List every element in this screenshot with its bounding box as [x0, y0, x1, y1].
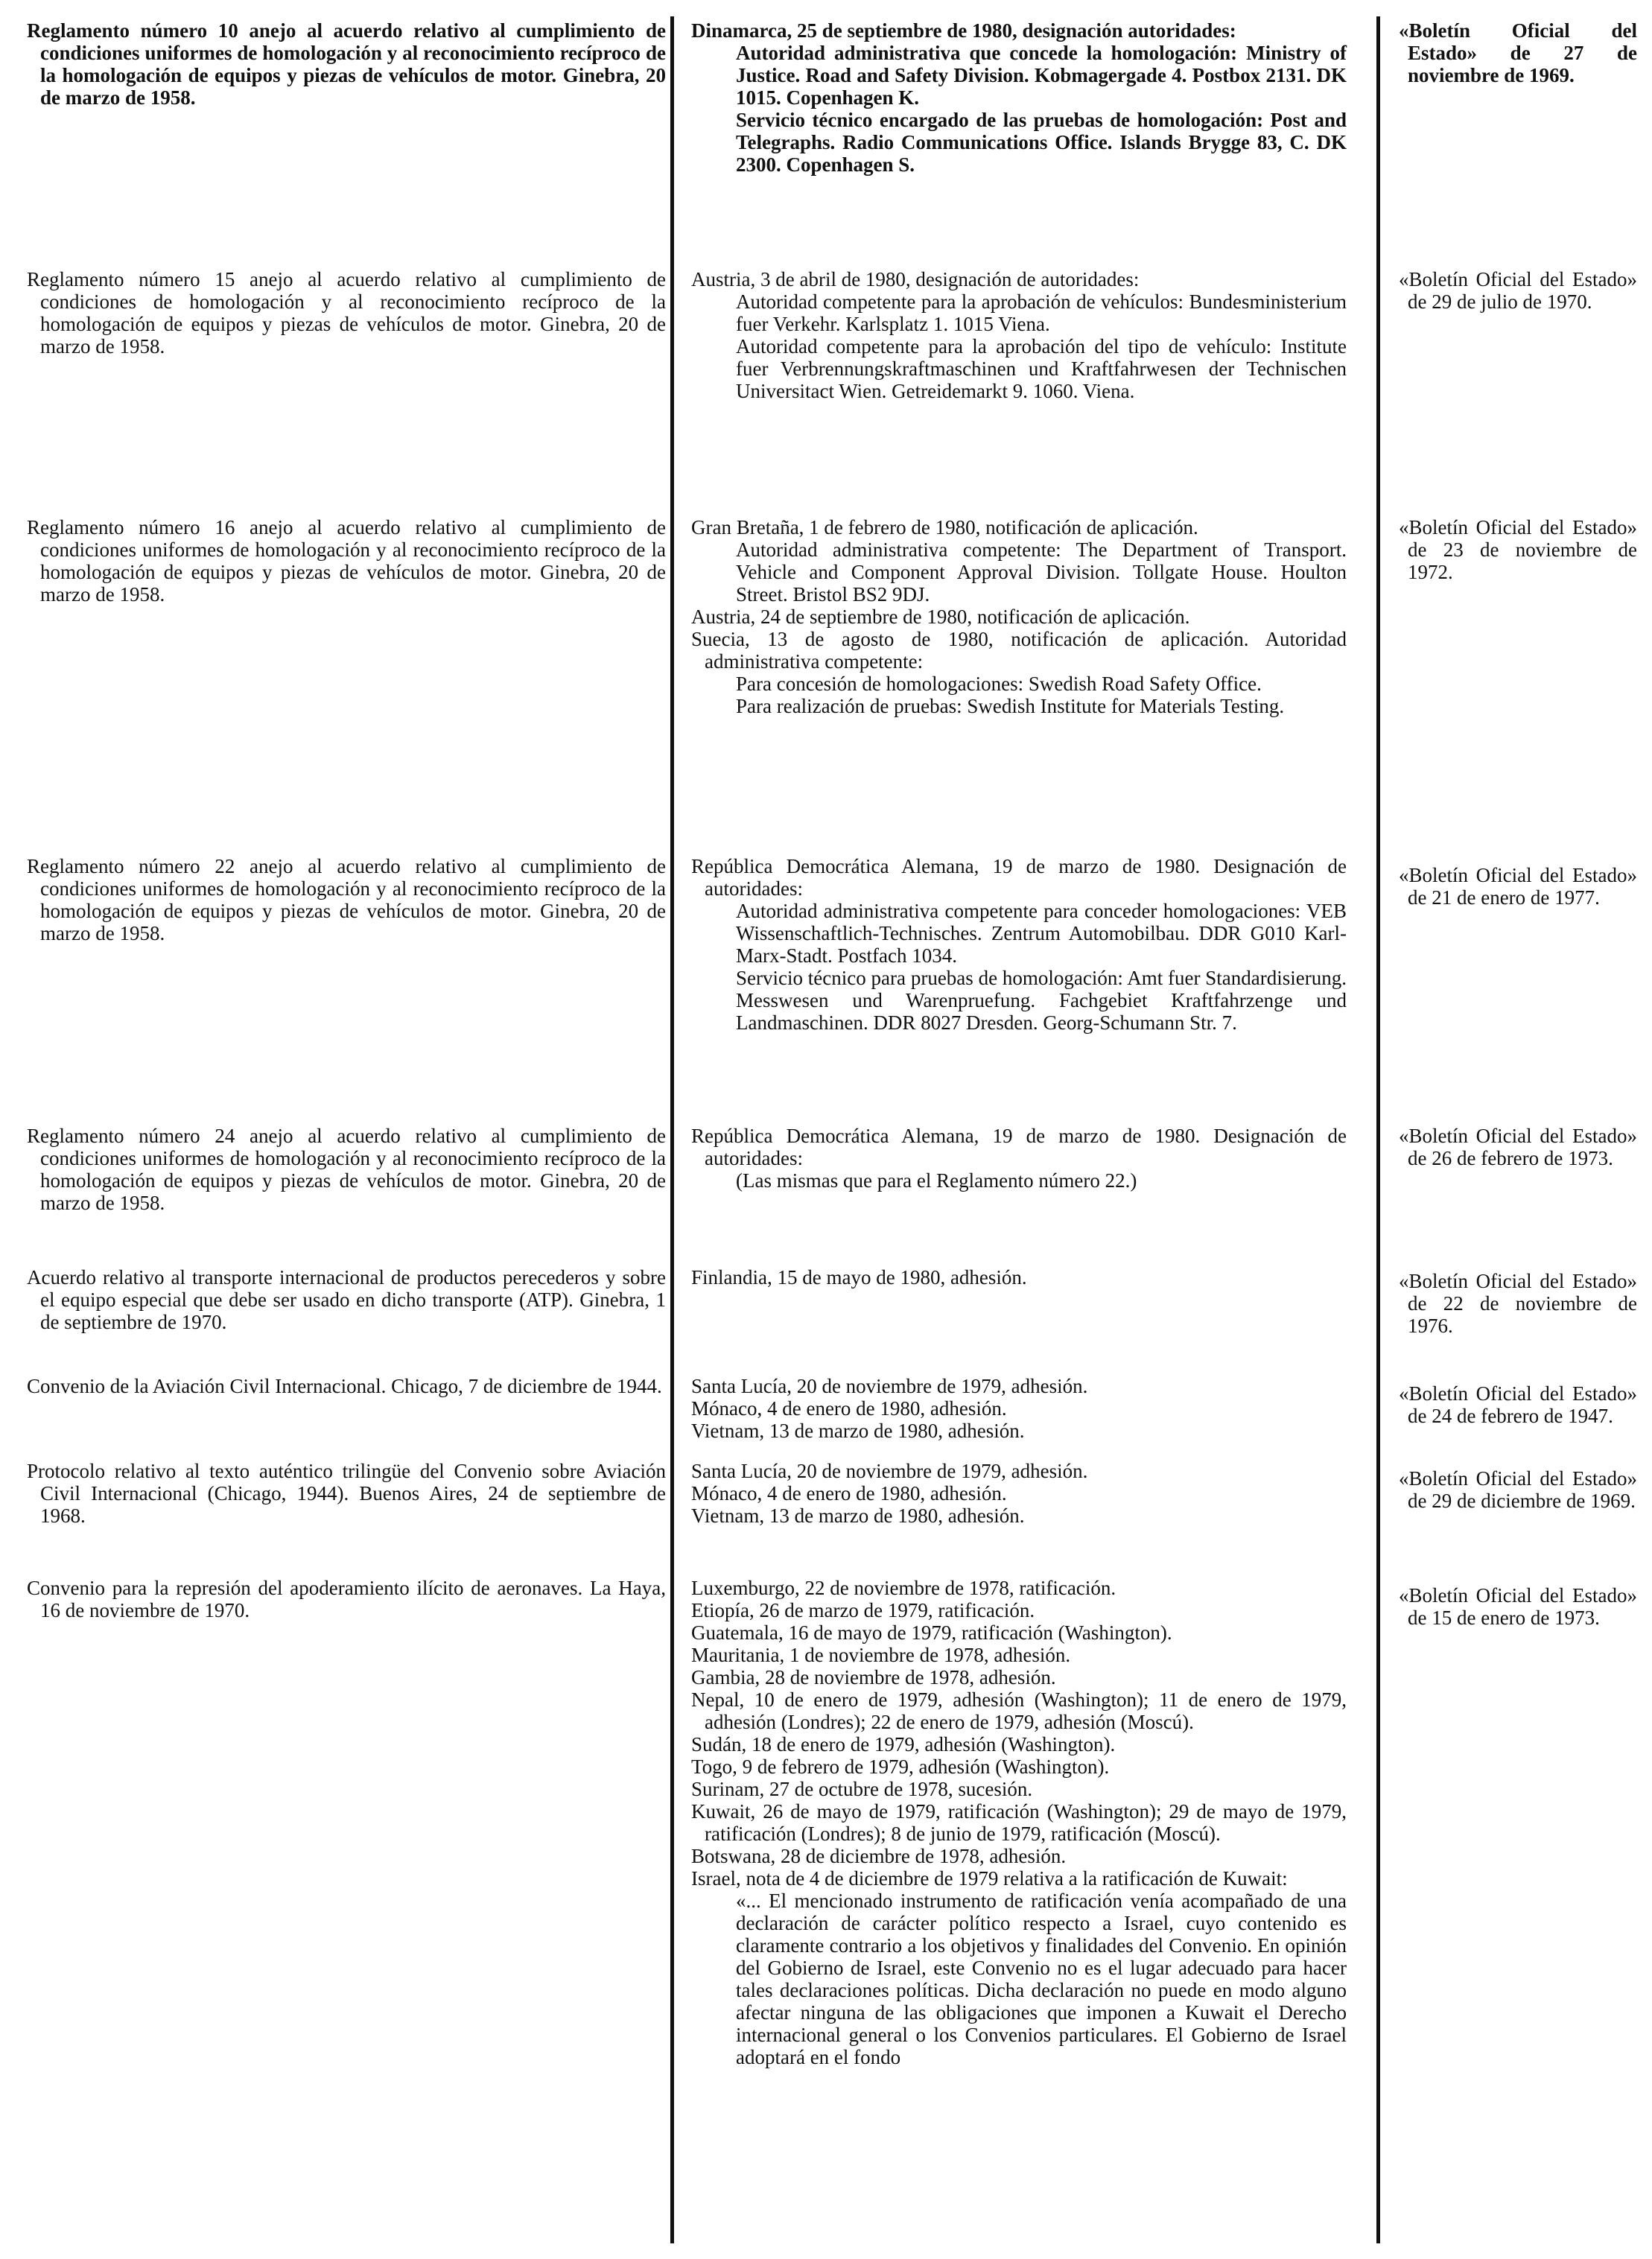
action-line: Santa Lucía, 20 de noviembre de 1979, adhesión.: [691, 1460, 1088, 1482]
action-line: Togo, 9 de febrero de 1979, adhesión (Washington).: [691, 1756, 1110, 1778]
boe-reference: [1399, 864, 1637, 909]
action-line: Guatemala, 16 de mayo de 1979, ratificación (Washington).: [691, 1621, 1172, 1644]
boe-reference: [1399, 516, 1637, 583]
action-line: República Democrática Alemana, 19 de marzo de 1980. Designación de autoridades:: [691, 855, 1347, 900]
treaty-actions: [691, 19, 1347, 176]
action-line: Autoridad competente para la aprobación de vehículos: Bundesministerium fuer Verkehr. Karlsplatz 1. 1015 Viena.: [736, 290, 1347, 335]
quoted-declaration: «... El mencionado instrumento de ratificación venía acompañado de una declaración de carácter político respecto a Israel, cuyo contenido es claramente contrario a los objetivos y finalidades del Convenio. En opinión del Gobierno de Israel, este Convenio no es el lugar adecuado para hacer tales declaraciones políticas. Dicha declaración no puede en modo alguno afectar ninguna de las obligaciones que imponen a Kuwait el Derecho internacional general o los Convenios particulares. El Gobierno de Israel adoptará en el fondo: [736, 1890, 1347, 2068]
treaty-title: [27, 19, 666, 109]
action-line: Botswana, 28 de diciembre de 1978, adhesión.: [691, 1845, 1067, 1867]
treaty-title: [27, 1125, 666, 1214]
action-line: Sudán, 18 de enero de 1979, adhesión (Washington).: [691, 1733, 1116, 1756]
action-line: Vietnam, 13 de marzo de 1980, adhesión.: [691, 1420, 1025, 1442]
treaty-title-text: Protocolo relativo al texto auténtico trilingüe del Convenio sobre Aviación Civil Internacional (Chicago, 1944). Buenos Aires, 24 de septiembre de 1968.: [27, 1460, 666, 1527]
action-line: Israel, nota de 4 de diciembre de 1979 relativa a la ratificación de Kuwait:: [691, 1867, 1288, 1890]
action-line: Austria, 3 de abril de 1980, designación de autoridades:: [691, 268, 1140, 290]
treaty-actions: [691, 855, 1347, 1034]
boe-reference: [1399, 268, 1637, 313]
action-line: (Las mismas que para el Reglamento número 22.): [736, 1169, 1137, 1192]
boe-reference-text: «Boletín Oficial del Estado» de 23 de noviembre de 1972.: [1399, 516, 1637, 583]
treaty-title: [27, 1460, 666, 1527]
action-line: Etiopía, 26 de marzo de 1979, ratificación.: [691, 1599, 1035, 1621]
treaty-title-text: Reglamento número 24 anejo al acuerdo relativo al cumplimiento de condiciones uniformes de homologación y al reconocimiento recíproco de la homologación de equipos y piezas de vehículos de motor. Ginebra, 20 de marzo de 1958.: [27, 1125, 666, 1214]
treaty-actions: [691, 1266, 1347, 1289]
treaty-title: [27, 1266, 666, 1333]
action-line: Gambia, 28 de noviembre de 1978, adhesión.: [691, 1666, 1056, 1688]
action-line: Mauritania, 1 de noviembre de 1978, adhesión.: [691, 1644, 1071, 1666]
column-rule-left: [670, 16, 674, 2243]
column-rule-right: [1376, 16, 1380, 2243]
action-line: Kuwait, 26 de mayo de 1979, ratificación (Washington); 29 de mayo de 1979, ratificación (Londres); 8 de junio de 1979, ratificación (Moscú).: [691, 1800, 1347, 1845]
action-line: Surinam, 27 de octubre de 1978, sucesión.: [691, 1778, 1033, 1800]
boe-reference-text: «Boletín Oficial del Estado» de 24 de febrero de 1947.: [1399, 1382, 1637, 1427]
treaty-title-text: Convenio de la Aviación Civil Internacional. Chicago, 7 de diciembre de 1944.: [27, 1375, 662, 1397]
action-line: Servicio técnico para pruebas de homologación: Amt fuer Standardisierung. Messwesen und Warenpruefung. Fachgebiet Kraftfahrzenge und Landmaschinen. DDR 8027 Dresden. Georg-Schumann Str. 7.: [736, 967, 1347, 1034]
action-line: Luxemburgo, 22 de noviembre de 1978, ratificación.: [691, 1577, 1116, 1599]
treaty-actions: [691, 1577, 1347, 2068]
action-line: Servicio técnico encargado de las pruebas de homologación: Post and Telegraphs. Radio Communications Office. Islands Brygge 83, C. DK 2300. Copenhagen S.: [736, 109, 1347, 176]
boe-reference-text: «Boletín Oficial del Estado» de 21 de enero de 1977.: [1399, 864, 1637, 909]
action-line: Autoridad competente para la aprobación del tipo de vehículo: Institute fuer Verbrennungskraftmaschinen und Kraftfahrwesen der Technischen Universitact Wien. Getreidemarkt 9. 1060. Viena.: [736, 335, 1347, 402]
action-line: Austria, 24 de septiembre de 1980, notificación de aplicación.: [691, 606, 1190, 628]
boe-reference: [1399, 1125, 1637, 1169]
action-line: Mónaco, 4 de enero de 1980, adhesión.: [691, 1482, 1007, 1505]
treaty-title: [27, 268, 666, 358]
treaty-actions: [691, 516, 1347, 717]
boe-reference: [1399, 1467, 1637, 1512]
treaty-title: [27, 1375, 666, 1397]
action-line: Autoridad administrativa competente para conceder homologaciones: VEB Wissenschaftlich-Technisches. Zentrum Automobilbau. DDR G010 Karl-Marx-Stadt. Postfach 1034.: [736, 900, 1347, 967]
treaty-title-text: Reglamento número 15 anejo al acuerdo relativo al cumplimiento de condiciones de homologación y al reconocimiento recíproco de la homologación de equipos y piezas de vehículos de motor. Ginebra, 20 de marzo de 1958.: [27, 268, 666, 358]
treaty-title: [27, 855, 666, 944]
boe-reference-text: «Boletín Oficial del Estado» de 29 de diciembre de 1969.: [1399, 1467, 1637, 1512]
action-line: Suecia, 13 de agosto de 1980, notificación de aplicación. Autoridad administrativa competente:: [691, 628, 1347, 673]
action-line: Autoridad administrativa que concede la homologación: Ministry of Justice. Road and Safety Division. Kobmagergade 4. Postbox 2131. DK 1015. Copenhagen K.: [736, 42, 1347, 109]
treaty-title-text: Convenio para la represión del apoderamiento ilícito de aeronaves. La Haya, 16 de noviembre de 1970.: [27, 1577, 666, 1621]
boe-reference-text: «Boletín Oficial del Estado» de 27 de noviembre de 1969.: [1399, 19, 1637, 86]
treaty-title: [27, 516, 666, 606]
action-line: Autoridad administrativa competente: The Department of Transport. Vehicle and Component Approval Division. Tollgate House. Houlton Street. Bristol BS2 9DJ.: [736, 538, 1347, 606]
boe-reference-text: «Boletín Oficial del Estado» de 22 de noviembre de 1976.: [1399, 1270, 1637, 1337]
boe-reference: [1399, 19, 1637, 86]
action-line: Para concesión de homologaciones: Swedish Road Safety Office.: [736, 673, 1262, 695]
treaty-title: [27, 1577, 666, 1621]
boe-reference-text: «Boletín Oficial del Estado» de 15 de enero de 1973.: [1399, 1584, 1637, 1629]
action-line: Nepal, 10 de enero de 1979, adhesión (Washington); 11 de enero de 1979, adhesión (Londres); 22 de enero de 1979, adhesión (Moscú).: [691, 1688, 1347, 1733]
action-line: Dinamarca, 25 de septiembre de 1980, designación autoridades:: [691, 19, 1236, 42]
action-line: Vietnam, 13 de marzo de 1980, adhesión.: [691, 1505, 1025, 1527]
boe-reference: [1399, 1382, 1637, 1427]
treaty-title-text: Reglamento número 22 anejo al acuerdo relativo al cumplimiento de condiciones uniformes de homologación y al reconocimiento recíproco de la homologación de equipos y piezas de vehículos de motor. Ginebra, 20 de marzo de 1958.: [27, 855, 666, 944]
action-line: Mónaco, 4 de enero de 1980, adhesión.: [691, 1397, 1007, 1420]
action-line: República Democrática Alemana, 19 de marzo de 1980. Designación de autoridades:: [691, 1125, 1347, 1169]
boe-reference-text: «Boletín Oficial del Estado» de 29 de julio de 1970.: [1399, 268, 1637, 313]
treaty-actions: [691, 1460, 1347, 1527]
action-line: Finlandia, 15 de mayo de 1980, adhesión.: [691, 1266, 1027, 1289]
action-line: Gran Bretaña, 1 de febrero de 1980, notificación de aplicación.: [691, 516, 1198, 538]
treaty-title-text: Reglamento número 16 anejo al acuerdo relativo al cumplimiento de condiciones uniformes de homologación y al reconocimiento recíproco de la homologación de equipos y piezas de vehículos de motor. Ginebra, 20 de marzo de 1958.: [27, 516, 666, 606]
treaty-actions: [691, 1375, 1347, 1442]
boe-reference: [1399, 1270, 1637, 1337]
boe-reference: [1399, 1584, 1637, 1629]
treaty-title-text: Acuerdo relativo al transporte internacional de productos perecederos y sobre el equipo especial que debe ser usado en dicho transporte (ATP). Ginebra, 1 de septiembre de 1970.: [27, 1266, 666, 1333]
boe-reference-text: «Boletín Oficial del Estado» de 26 de febrero de 1973.: [1399, 1125, 1637, 1169]
action-line: Para realización de pruebas: Swedish Institute for Materials Testing.: [736, 695, 1285, 717]
action-line: Santa Lucía, 20 de noviembre de 1979, adhesión.: [691, 1375, 1088, 1397]
treaty-actions: [691, 1125, 1347, 1192]
treaty-actions: [691, 268, 1347, 402]
treaty-title-text: Reglamento número 10 anejo al acuerdo relativo al cumplimiento de condiciones uniformes de homologación y al reconocimiento recíproco de la homologación de equipos y piezas de vehículos de motor. Ginebra, 20 de marzo de 1958.: [27, 19, 666, 109]
